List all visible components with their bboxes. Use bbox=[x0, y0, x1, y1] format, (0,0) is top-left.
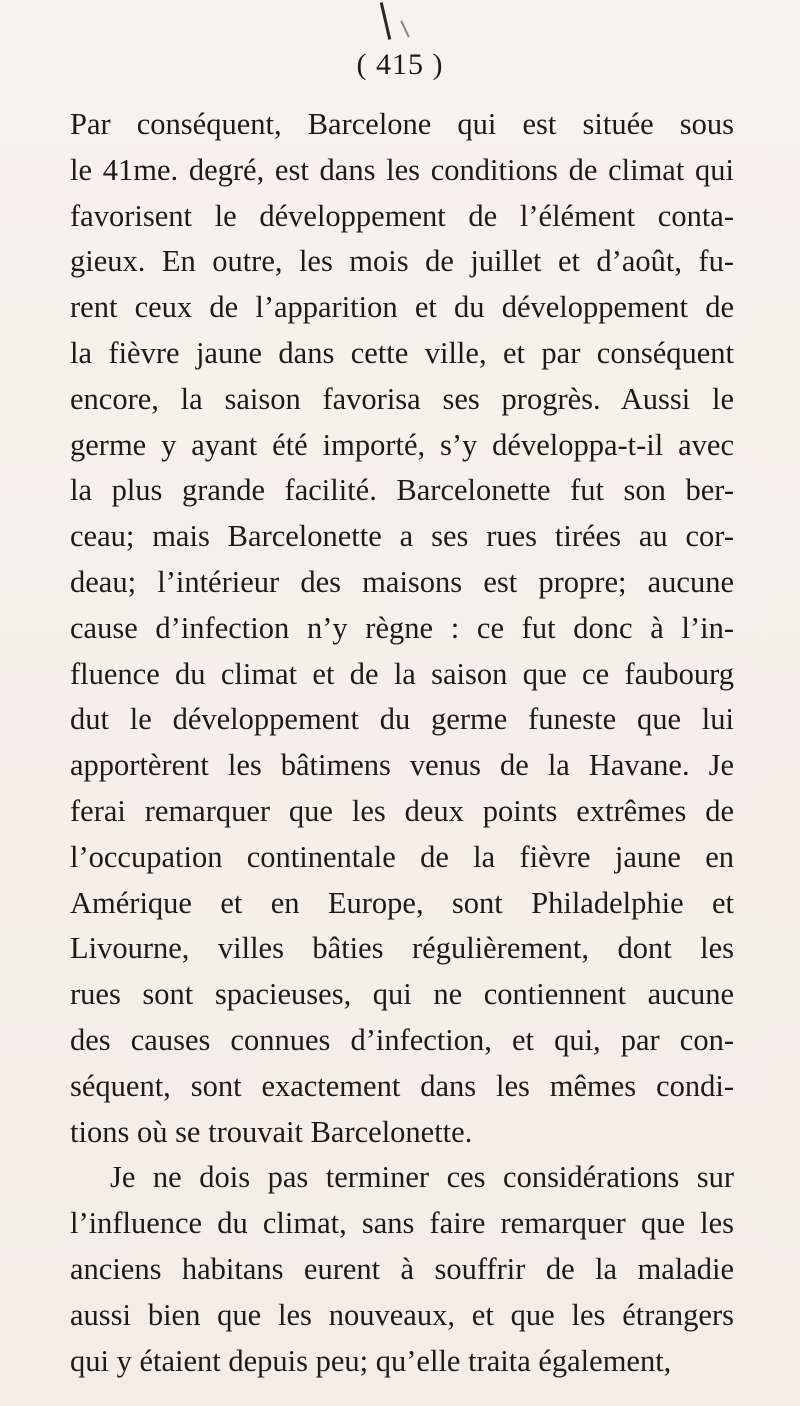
text-line: tions où se trouvait Barcelonette. bbox=[70, 1114, 473, 1149]
text-line: séquent, sont exactement dans les mêmes condi- bbox=[70, 1068, 734, 1103]
text-line: le 41me. degré, est dans les conditions de climat qui bbox=[70, 152, 734, 187]
page-number: ( 415 ) bbox=[356, 48, 444, 81]
text-line: germe y ayant été importé, s’y développa-t-il avec bbox=[70, 427, 734, 462]
text-line: favorisent le développement de l’élément conta- bbox=[70, 198, 734, 233]
text-line: cause d’infection n’y règne : ce fut donc à l’in- bbox=[70, 610, 734, 645]
text-line: encore, la saison favorisa ses progrès. Aussi le bbox=[70, 381, 734, 416]
text-line: dut le développement du germe funeste que lui bbox=[70, 702, 734, 737]
ink-stroke-top bbox=[380, 2, 391, 40]
text-line: Amérique et en Europe, sont Philadelphie et bbox=[70, 885, 734, 920]
text-line: rent ceux de l’apparition et du développement de bbox=[70, 290, 734, 325]
text-line: fluence du climat et de la saison que ce faubourg bbox=[70, 656, 734, 691]
text-line: des causes connues d’infection, et qui, par con- bbox=[70, 1022, 734, 1057]
text-line: deau; l’intérieur des maisons est propre; aucune bbox=[70, 564, 734, 599]
text-line: la plus grande facilité. Barcelonette fut son ber- bbox=[70, 473, 734, 508]
text-line: ferai remarquer que les deux points extrêmes de bbox=[70, 793, 734, 828]
text-line: gieux. En outre, les mois de juillet et d’août, fu- bbox=[70, 244, 734, 279]
text-line: apportèrent les bâtimens venus de la Havane. Je bbox=[70, 748, 734, 783]
text-line: la fièvre jaune dans cette ville, et par conséquent bbox=[70, 335, 734, 370]
ink-stroke-small bbox=[400, 20, 409, 37]
paragraph-2 bbox=[70, 1155, 734, 1384]
page-text bbox=[70, 102, 734, 1384]
paragraph-1 bbox=[70, 102, 734, 1155]
text-line: aussi bien que les nouveaux, et que les étrangers bbox=[70, 1297, 734, 1332]
text-line: Par conséquent, Barcelone qui est située sous bbox=[70, 107, 734, 141]
text-line: qui y étaient depuis peu; qu’elle traita également, bbox=[70, 1343, 672, 1378]
text-line: anciens habitans eurent à souffrir de la maladie bbox=[70, 1251, 734, 1286]
text-line: l’occupation continentale de la fièvre jaune en bbox=[70, 839, 734, 874]
text-line: Livourne, villes bâties régulièrement, dont les bbox=[70, 931, 734, 966]
text-line: Je ne dois pas terminer ces considérations sur bbox=[110, 1160, 734, 1195]
text-line: rues sont spacieuses, qui ne contiennent aucune bbox=[70, 977, 734, 1012]
text-line: ceau; mais Barcelonette a ses rues tirées au cor- bbox=[70, 519, 734, 554]
text-line: l’influence du climat, sans faire remarquer que les bbox=[70, 1206, 734, 1241]
